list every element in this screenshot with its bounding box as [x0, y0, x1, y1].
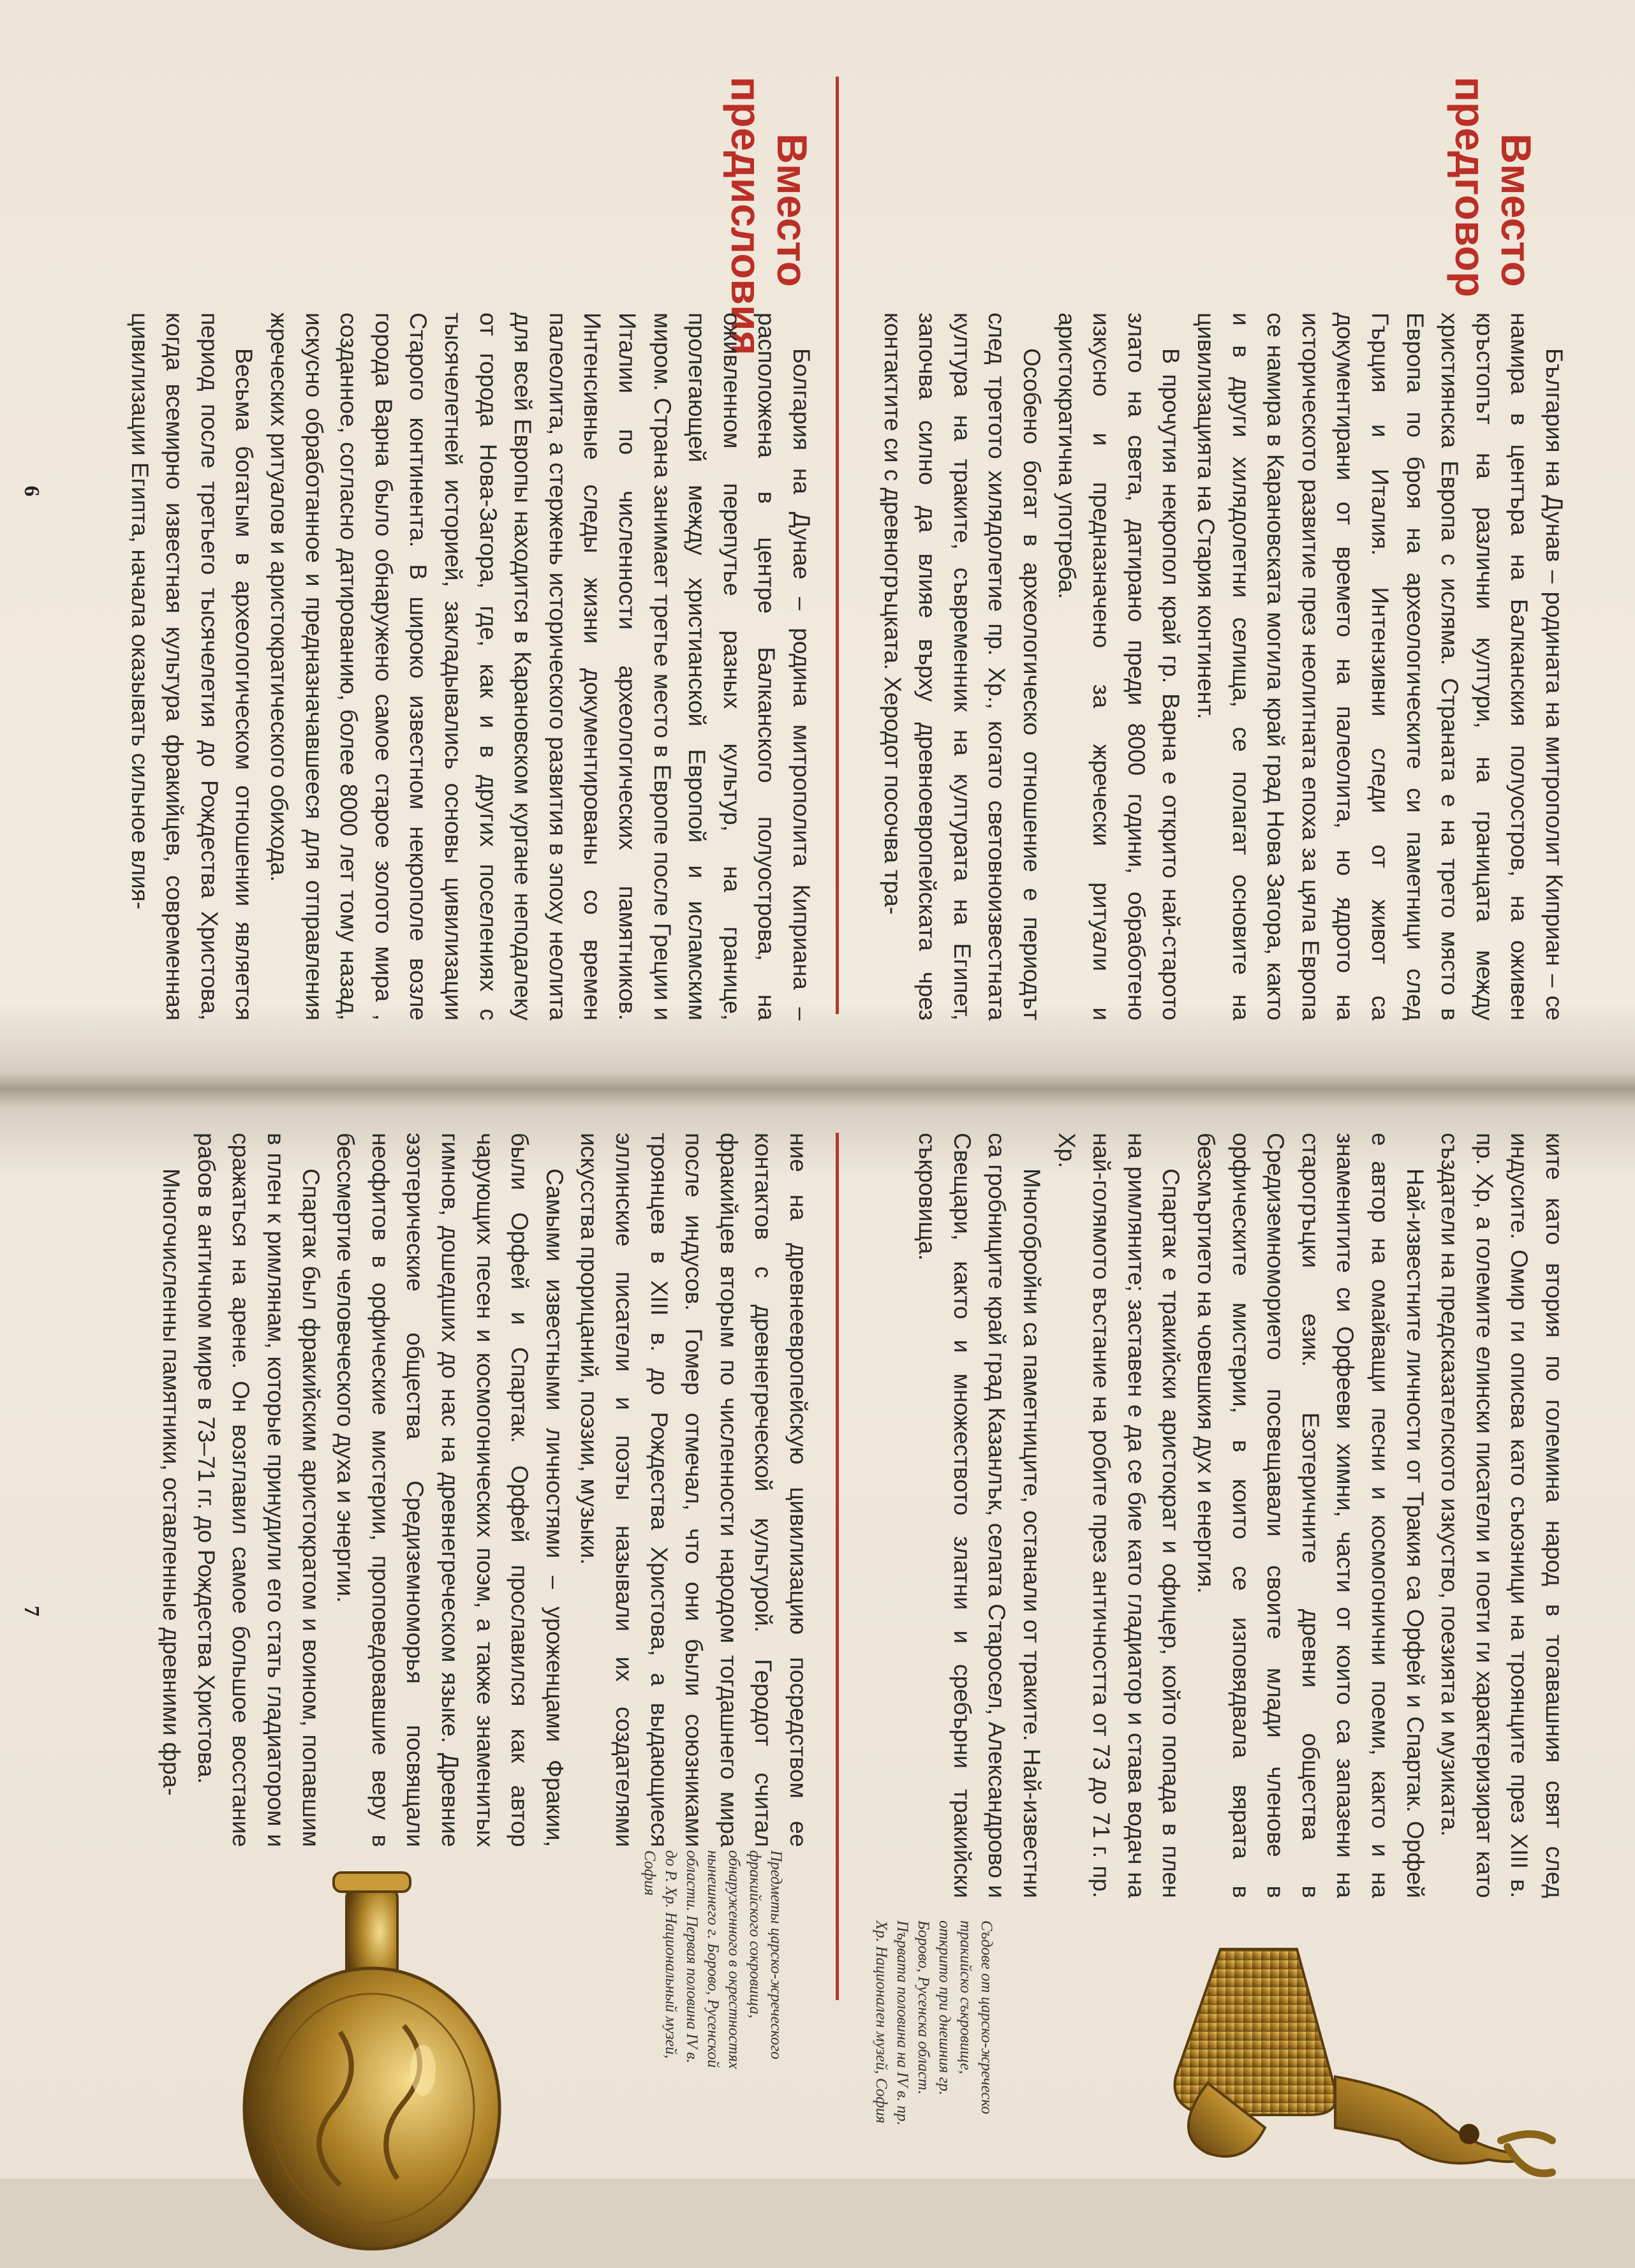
section-divider	[836, 77, 839, 1014]
russian-image-caption: Предметы царско-жреческого фракийского сокровища, обнаруженного в окрестностях нынешнего г. Борово, Русенской области. Первая половина IV в. до Р. Хр. Национальный музей, София	[641, 1850, 785, 2069]
heading-line-1: Вместо	[1493, 133, 1540, 287]
paragraph: Болгария на Дунае – родина митрополита Киприана – расположена в центре Балканского полуострова, на оживленном перепутье разных культур, на границе, пролегающей между христианской Европой и исламским миром. Страна занимает третье место в Европе после Греции и Италии по численности археологических памятников. Интенсивные следы жизни документированы со времен палеолита, а стержень исторического развития в эпоху неолита для всей Европы находится в Карановском кургане неподалеку от города Нова-Загора, где, как и в других поселениях с тысячелетней историей, закладывались основы цивилизации Старого континента. В широко известном некрополе возле города Варна было обнаружено самое старое золото мира , созданное, согласно датированию, более 8000 лет тому назад, искусно обработанное и предназначавшееся для отправления жреческих ритуалов и аристократического обихода.	[266, 313, 815, 1020]
bulgarian-text-page-7	[910, 1133, 1571, 1898]
russian-heading	[723, 77, 816, 356]
paragraph: Най-известните личности от Тракия са Орфей и Спартак. Орфей е автор на омайващи песни и космогонични поеми, както и на знаменитите си Орфееви химни, части от които са запазени на старогръцки език. Езотеричните древни общества в Средиземноморието посвещавали своите млади членове в орфическите мистерии, в които се изповядвала вярата в безсмъртието на човешкия дух и енергия.	[1193, 1133, 1428, 1898]
paragraph: ние на древнеевропейскую цивилизацию посредством ее контактов с древнегреческой культурой. Геродот считал фракийцев вторым по численности народом тогдашнего мира после индусов. Гомер отмечал, что они были союзниками троянцев в XIII в. до Рождества Христова, а выдающиеся эллинские писатели и поэты называли их создателями искусства прорицаний, поэзии, музыки.	[576, 1133, 811, 1847]
section-divider	[836, 1133, 839, 2000]
paragraph: Весьма богатым в археологическом отношении является период после третьего тысячелетия до Рождества Христова, когда всемирно известная культура фракийцев, современная цивилизации Египта, начала оказывать сильное влия-	[126, 313, 258, 1020]
page-7	[0, 1094, 1635, 2179]
paragraph: Самыми известными личностями – уроженцами Фракии, были Орфей и Спартак. Орфей прославился как автор чарующих песен и космогонических поэм, а также знаменитых гимнов, дошедших до нас на древнегреческом языке. Древние эзотерические общества Средиземноморья посвящали неофитов в орфические мистерии, проповедовавшие веру в бессмертие человеческого духа и энергии.	[332, 1133, 568, 1847]
bulgarian-heading	[1447, 77, 1540, 298]
bulgarian-image-caption: Съдове от царско-жреческо тракийско съкровище, открито при днешния гр. Борово, Русенска област. Първата половина на IV в. пр. Хр. Национален музей, София	[873, 1920, 995, 2126]
heading-line-1: Вместо	[769, 133, 816, 287]
paragraph: В прочутия некропол край гр. Варна е открито най-старото злато на света, датирано преди 8000 години, обработено изкусно и предназначено за жречески ритуали и аристократична употреба.	[1053, 313, 1185, 1020]
bulgarian-text-page-6	[875, 313, 1571, 1020]
heading-line-2: предисловия	[723, 77, 770, 356]
paragraph: Многобройни са паметниците, останали от траките. Най-известни са гробниците край град Казанлък, селата Старосел, Александрово и Свещари, както и множеството златни и сребърни тракийски съкровища.	[914, 1133, 1046, 1898]
russian-text-page-6	[122, 313, 818, 1020]
paragraph: България на Дунав – родината на митрополит Киприан – се намира в центъра на Балканския полуостров, на оживен кръстопът на различни култури, на границата между християнска Европа с исляма. Страната е на трето място в Европа по броя на археологическите си паметници след Гърция и Италия. Интензивни следи от живот са документирани от времето на палеолита, но ядрото на историческото развитие през неолитната епоха за цяла Европа се намира в Карановската могила край град Нова Загора, както и в други хилядолетни селища, се полагат основите на цивилизацията на Стария континент.	[1193, 313, 1567, 1020]
paragraph: Спартак был фракийским аристократом и воином, попавшим в плен к римлянам, которые принудили его стать гладиатором и сражаться на арене. Он возглавил самое большое восстание рабов в античном мире в 73–71 гг. до Рождества Христова.	[193, 1133, 324, 1847]
paragraph: ките като втория по големина народ в тогавашния свят след индусите. Омир ги описва като съюзници на троянците през XIII в. пр. Хр, а големите елински писатели и поети ги характеризират като създатели на предсказателското изкуство, поезията и музиката.	[1437, 1133, 1567, 1898]
gold-rhyton-icon	[1131, 1924, 1565, 2191]
gold-jug-icon	[206, 1860, 551, 2268]
heading-line-2: предговор	[1447, 77, 1494, 298]
paragraph: Спартак е тракийски аристократ и офицер, който попада в плен на римляните; заставен е да се бие като гладиатор и става водач на най-голямото въстание на робите през античността от 73 до 71 г. пр. Хр.	[1053, 1133, 1185, 1898]
russian-text-page-7	[154, 1133, 815, 1847]
page-number: 6	[20, 485, 43, 497]
page-number: 7	[20, 1605, 43, 1617]
paragraph: Особено богат в археологическо отношение е периодът след третото хилядолетие пр. Хр., когато световноизвестната култура на траките, съвременник на културата на Египет, започва силно да влияе върху древноевропейската чрез контактите си с древногръцката. Херодот посочва тра-	[879, 313, 1046, 1020]
page-6	[0, 0, 1635, 1084]
paragraph: Многочисленны памятники, оставленные древними фра-	[158, 1168, 185, 1796]
